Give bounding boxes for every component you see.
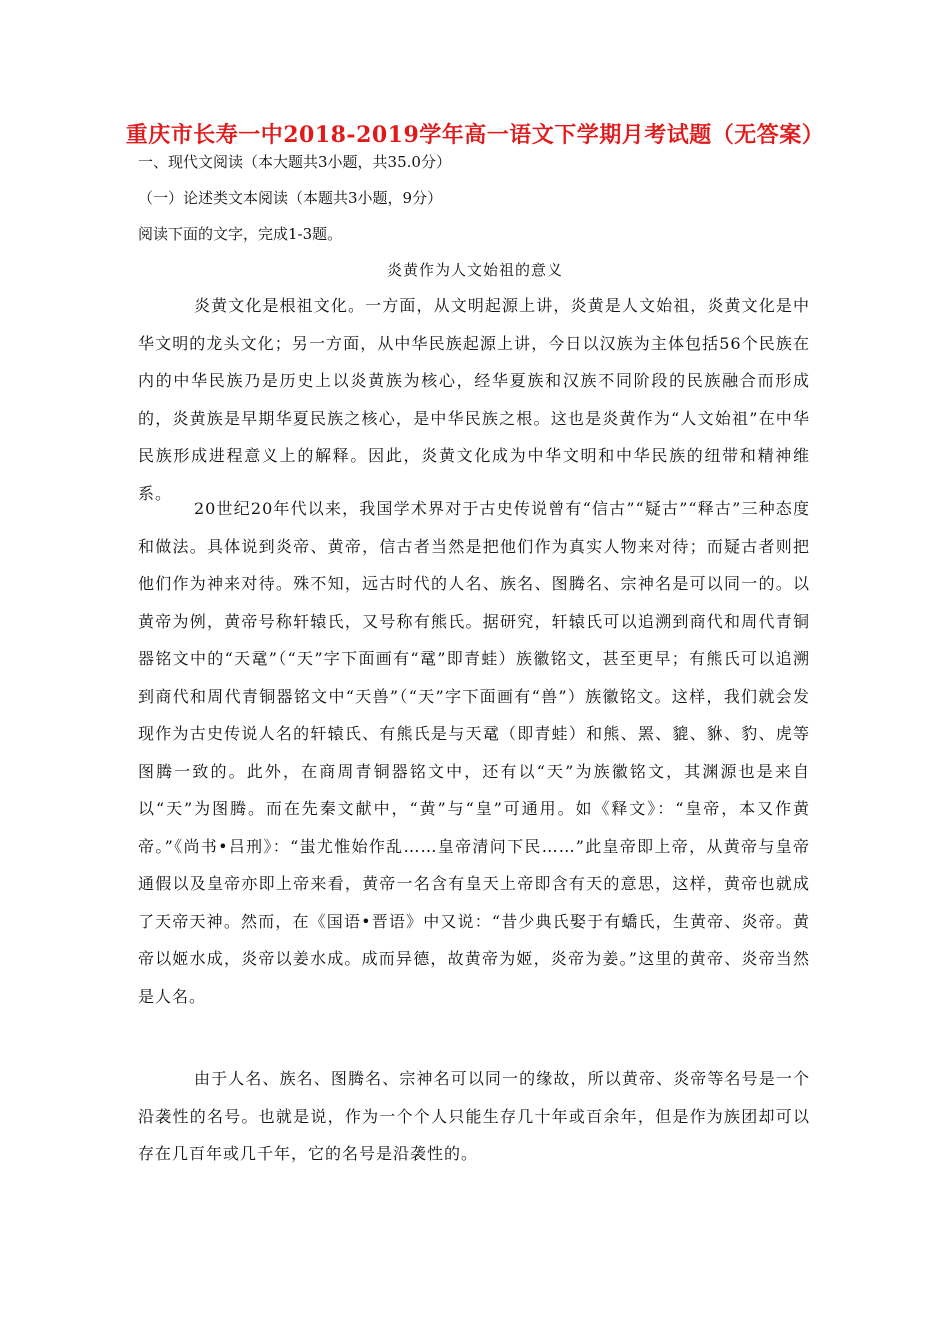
document-title: 重庆市长寿一中2018-2019学年高一语文下学期月考试题（无答案） xyxy=(125,122,825,148)
article-title: 炎黄作为人文始祖的意义 xyxy=(386,261,563,279)
instruction-text: 阅读下面的文字，完成1-3题。 xyxy=(138,225,343,243)
subsection-heading: （一）论述类文本阅读（本题共3小题，9分） xyxy=(138,189,443,207)
article-paragraph: 炎黄文化是根祖文化。一方面，从文明起源上讲，炎黄是人文始祖，炎黄文化是中华文明的龙头文化；另一方面，从中华民族起源上讲，今日以汉族为主体包括56个民族在内的中华民族乃是历史上以炎黄族为核心，经华夏族和汉族不同阶段的民族融合而形成的，炎黄族是早期华夏民族之核心，是中华民族之根。这也是炎黄作为“人文始祖”在中华民族形成进程意义上的解释。因此，炎黄文化成为中华文明和中华民族的纽带和精神维系。 xyxy=(138,296,810,503)
section-heading: 一、现代文阅读（本大题共3小题，共35.0分） xyxy=(138,153,451,171)
article-paragraph: 20世纪20年代以来，我国学术界对于古史传说曾有“信古”“疑古”“释古”三种态度和做法。具体说到炎帝、黄帝，信古者当然是把他们作为真实人物来对待；而疑古者则把他们作为神来对待。殊不知，远古时代的人名、族名、图腾名、宗神名是可以同一的。以黄帝为例，黄帝号称轩辕氏，又号称有熊氏。据研究，轩辕氏可以追溯到商代和周代青铜器铭文中的“天鼋”（“天”字下面画有“鼋”即青蛙）族徽铭文，甚至更早；有熊氏可以追溯到商代和周代青铜器铭文中“天兽”（“天”字下面画有“兽”）族徽铭文。这样，我们就会发现作为古史传说人名的轩辕氏、有熊氏是与天鼋（即青蛙）和熊、罴、貔、貅、豹、虎等图腾一致的。此外，在商周青铜器铭文中，还有以“天”为族徽铭文，其渊源也是来自以“天”为图腾。而在先秦文献中，“黄”与“皇”可通用。如《释文》：“皇帝，本又作黄帝。”《尚书•吕刑》：“蚩尤惟始作乱……皇帝清问下民……”此皇帝即上帝，从黄帝与皇帝通假以及皇帝亦即上帝来看，黄帝一名含有皇天上帝即含有天的意思，这样，黄帝也就成了天帝天神。然而，在《国语•晋语》中又说：“昔少典氏娶于有蟜氏，生黄帝、炎帝。黄帝以姬水成，炎帝以姜水成。成而异德，故黄帝为姬，炎帝为姜。”这里的黄帝、炎帝当然是人名。 xyxy=(138,499,810,1006)
article-paragraph: 由于人名、族名、图腾名、宗神名可以同一的缘故，所以黄帝、炎帝等名号是一个沿袭性的名号。也就是说，作为一个个人只能生存几十年或百余年，但是作为族团却可以存在几百年或几千年，它的名号是沿袭性的。 xyxy=(138,1069,810,1163)
